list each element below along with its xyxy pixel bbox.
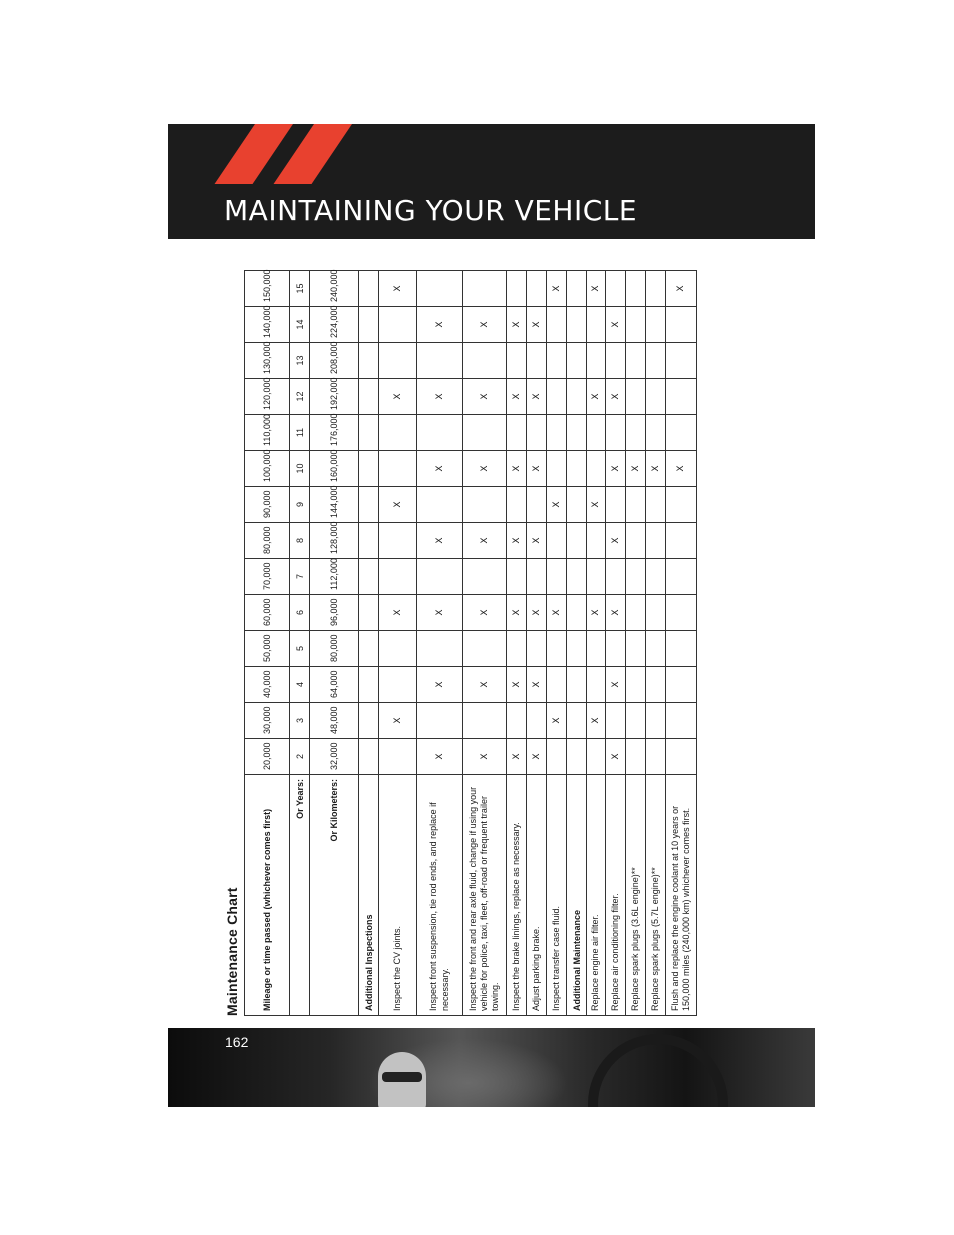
mile-cell: 110,000	[245, 415, 290, 451]
year-cell: 2	[290, 739, 310, 775]
mark-cell: X	[463, 523, 507, 559]
task-label: Inspect the front and rear axle fluid, change if using your vehicle for police, taxi, fleet, off-road or frequent trailer towing.	[463, 775, 507, 1016]
page-number: 162	[225, 1034, 249, 1050]
table-row	[606, 271, 626, 1016]
footer-photo	[168, 1028, 815, 1107]
table-row	[666, 271, 697, 1016]
km-cell: 80,000	[310, 631, 359, 667]
mark-cell: X	[463, 307, 507, 343]
year-cell: 3	[290, 703, 310, 739]
mark-cell	[606, 415, 626, 451]
mark-cell	[507, 271, 527, 307]
mark-cell	[666, 379, 697, 415]
mark-cell	[646, 703, 666, 739]
empty-cell	[359, 667, 379, 703]
mark-cell	[587, 631, 606, 667]
mark-cell	[527, 271, 547, 307]
maintenance-table	[244, 270, 697, 1016]
mark-cell	[587, 523, 606, 559]
km-cell: 48,000	[310, 703, 359, 739]
mark-cell: X	[463, 451, 507, 487]
mark-cell: X	[463, 739, 507, 775]
empty-cell	[567, 415, 587, 451]
mile-cell: 80,000	[245, 523, 290, 559]
empty-cell	[359, 451, 379, 487]
km-cell: 224,000	[310, 307, 359, 343]
mark-cell: X	[547, 487, 567, 523]
mark-cell: X	[417, 523, 463, 559]
empty-cell	[567, 307, 587, 343]
mark-cell	[463, 559, 507, 595]
mark-cell: X	[587, 703, 606, 739]
mark-cell: X	[606, 379, 626, 415]
mark-cell	[463, 271, 507, 307]
page-title: MAINTAINING YOUR VEHICLE	[224, 194, 638, 227]
mark-cell: X	[527, 451, 547, 487]
mark-cell: X	[606, 667, 626, 703]
mark-cell	[507, 343, 527, 379]
mark-cell	[606, 343, 626, 379]
mark-cell	[417, 559, 463, 595]
empty-cell	[567, 523, 587, 559]
mile-cell: 130,000	[245, 343, 290, 379]
mark-cell	[527, 487, 547, 523]
mark-cell	[626, 307, 646, 343]
mark-cell	[666, 559, 697, 595]
mark-cell: X	[507, 739, 527, 775]
empty-cell	[359, 523, 379, 559]
mark-cell	[547, 307, 567, 343]
empty-cell	[567, 703, 587, 739]
km-cell: 96,000	[310, 595, 359, 631]
mark-cell	[547, 667, 567, 703]
mark-cell	[463, 703, 507, 739]
section-title: Additional Maintenance	[567, 775, 587, 1016]
mark-cell	[417, 415, 463, 451]
table-row	[626, 271, 646, 1016]
empty-cell	[359, 631, 379, 667]
year-cell: 7	[290, 559, 310, 595]
mark-cell	[626, 703, 646, 739]
mile-cell: 100,000	[245, 451, 290, 487]
mark-cell	[587, 559, 606, 595]
mark-cell	[507, 487, 527, 523]
mark-cell	[527, 343, 547, 379]
mark-cell	[507, 703, 527, 739]
mark-cell	[547, 559, 567, 595]
km-cell: 208,000	[310, 343, 359, 379]
mark-cell: X	[547, 271, 567, 307]
mark-cell	[646, 343, 666, 379]
mark-cell	[646, 487, 666, 523]
year-cell: 13	[290, 343, 310, 379]
km-cell: 64,000	[310, 667, 359, 703]
mark-cell: X	[463, 379, 507, 415]
mark-cell	[587, 451, 606, 487]
task-label: Adjust parking brake.	[527, 775, 547, 1016]
year-cell: 8	[290, 523, 310, 559]
empty-cell	[359, 739, 379, 775]
mark-cell	[606, 487, 626, 523]
mark-cell	[587, 307, 606, 343]
mark-cell: X	[417, 595, 463, 631]
mark-cell: X	[606, 451, 626, 487]
mark-cell	[666, 667, 697, 703]
mark-cell: X	[507, 667, 527, 703]
mark-cell	[527, 559, 547, 595]
steering-wheel-icon	[588, 1034, 728, 1107]
mark-cell: X	[417, 667, 463, 703]
mile-cell: 60,000	[245, 595, 290, 631]
mark-cell: X	[507, 379, 527, 415]
mark-cell	[587, 667, 606, 703]
empty-cell	[359, 559, 379, 595]
mark-cell	[547, 379, 567, 415]
mark-cell: X	[417, 451, 463, 487]
mark-cell	[666, 487, 697, 523]
km-cell: 176,000	[310, 415, 359, 451]
mark-cell	[626, 667, 646, 703]
mark-cell	[606, 631, 626, 667]
mark-cell: X	[587, 595, 606, 631]
header-row-km	[310, 271, 359, 1016]
year-cell: 10	[290, 451, 310, 487]
empty-cell	[567, 667, 587, 703]
mark-cell	[646, 559, 666, 595]
empty-cell	[567, 271, 587, 307]
mark-cell: X	[379, 379, 417, 415]
mark-cell	[626, 487, 646, 523]
mark-cell	[626, 631, 646, 667]
mark-cell: X	[606, 739, 626, 775]
mark-cell: X	[527, 379, 547, 415]
mark-cell	[646, 271, 666, 307]
mark-cell	[646, 523, 666, 559]
mark-cell	[379, 739, 417, 775]
mark-cell: X	[666, 451, 697, 487]
mark-cell: X	[507, 451, 527, 487]
task-label: Inspect the CV joints.	[379, 775, 417, 1016]
mark-cell	[547, 343, 567, 379]
mark-cell	[626, 415, 646, 451]
mile-cell: 20,000	[245, 739, 290, 775]
km-cell: 32,000	[310, 739, 359, 775]
year-cell: 4	[290, 667, 310, 703]
mark-cell	[646, 631, 666, 667]
mark-cell	[646, 667, 666, 703]
mile-cell: 90,000	[245, 487, 290, 523]
year-cell: 15	[290, 271, 310, 307]
section-title: Additional Inspections	[359, 775, 379, 1016]
mark-cell: X	[587, 271, 606, 307]
mark-cell: X	[417, 739, 463, 775]
table-row	[527, 271, 547, 1016]
empty-cell	[567, 451, 587, 487]
mark-cell	[666, 631, 697, 667]
empty-cell	[359, 379, 379, 415]
year-cell: 12	[290, 379, 310, 415]
mileage-header: Mileage or time passed (whichever comes first)	[245, 775, 290, 1016]
mark-cell	[666, 343, 697, 379]
mark-cell: X	[417, 307, 463, 343]
mark-cell: X	[379, 595, 417, 631]
mark-cell: X	[646, 451, 666, 487]
empty-cell	[567, 559, 587, 595]
year-cell: 11	[290, 415, 310, 451]
km-cell: 128,000	[310, 523, 359, 559]
mark-cell	[379, 523, 417, 559]
page-header	[168, 124, 815, 239]
mark-cell	[547, 451, 567, 487]
empty-cell	[567, 739, 587, 775]
mark-cell	[646, 595, 666, 631]
mark-cell: X	[379, 703, 417, 739]
mile-cell: 40,000	[245, 667, 290, 703]
mark-cell	[507, 559, 527, 595]
mark-cell	[379, 451, 417, 487]
mark-cell	[417, 631, 463, 667]
mark-cell	[547, 523, 567, 559]
year-cell: 6	[290, 595, 310, 631]
mark-cell	[547, 631, 567, 667]
empty-cell	[359, 271, 379, 307]
empty-cell	[567, 487, 587, 523]
km-header: Or Kilometers:	[310, 775, 359, 1016]
mark-cell	[507, 631, 527, 667]
header-row-years	[290, 271, 310, 1016]
task-label: Inspect transfer case fluid.	[547, 775, 567, 1016]
table-row	[417, 271, 463, 1016]
mark-cell	[379, 667, 417, 703]
task-label: Replace spark plugs (5.7L engine)**	[646, 775, 666, 1016]
mark-cell: X	[507, 523, 527, 559]
task-label: Inspect front suspension, tie rod ends, and replace if necessary.	[417, 775, 463, 1016]
km-cell: 112,000	[310, 559, 359, 595]
mark-cell: X	[463, 595, 507, 631]
mark-cell: X	[547, 595, 567, 631]
mark-cell	[626, 379, 646, 415]
empty-cell	[359, 487, 379, 523]
mark-cell	[463, 487, 507, 523]
mark-cell	[666, 415, 697, 451]
mark-cell	[646, 307, 666, 343]
empty-cell	[359, 703, 379, 739]
maintenance-chart	[224, 269, 691, 1016]
mark-cell	[626, 739, 646, 775]
mark-cell: X	[606, 523, 626, 559]
mark-cell: X	[606, 307, 626, 343]
mark-cell	[379, 307, 417, 343]
mark-cell	[626, 559, 646, 595]
mark-cell: X	[527, 595, 547, 631]
section-row	[567, 271, 587, 1016]
mark-cell: X	[547, 703, 567, 739]
mark-cell	[527, 415, 547, 451]
table-row	[547, 271, 567, 1016]
mark-cell	[626, 343, 646, 379]
mark-cell	[463, 631, 507, 667]
empty-cell	[359, 415, 379, 451]
mark-cell: X	[379, 271, 417, 307]
mark-cell	[666, 739, 697, 775]
mile-cell: 50,000	[245, 631, 290, 667]
mark-cell: X	[527, 739, 547, 775]
mark-cell	[587, 739, 606, 775]
mark-cell	[646, 379, 666, 415]
empty-cell	[359, 307, 379, 343]
year-cell: 14	[290, 307, 310, 343]
mark-cell	[547, 415, 567, 451]
mile-cell: 140,000	[245, 307, 290, 343]
task-label: Flush and replace the engine coolant at 10 years or 150,000 miles (240,000 km) whichever comes first.	[666, 775, 697, 1016]
table-row	[379, 271, 417, 1016]
mark-cell	[379, 559, 417, 595]
mark-cell	[379, 631, 417, 667]
km-cell: 144,000	[310, 487, 359, 523]
mark-cell	[507, 415, 527, 451]
mark-cell: X	[606, 595, 626, 631]
mark-cell	[666, 703, 697, 739]
empty-cell	[567, 343, 587, 379]
mark-cell: X	[417, 379, 463, 415]
mark-cell: X	[507, 307, 527, 343]
mark-cell	[463, 415, 507, 451]
empty-cell	[359, 343, 379, 379]
mark-cell	[587, 343, 606, 379]
table-row	[507, 271, 527, 1016]
mark-cell: X	[587, 487, 606, 523]
mark-cell	[417, 271, 463, 307]
km-cell: 192,000	[310, 379, 359, 415]
mile-cell: 30,000	[245, 703, 290, 739]
mark-cell: X	[587, 379, 606, 415]
mark-cell	[666, 307, 697, 343]
year-cell: 9	[290, 487, 310, 523]
mark-cell: X	[507, 595, 527, 631]
mark-cell	[417, 343, 463, 379]
task-label: Replace air conditioning filter.	[606, 775, 626, 1016]
mark-cell	[547, 739, 567, 775]
table-row	[587, 271, 606, 1016]
header-row-miles	[245, 271, 290, 1016]
table-row	[646, 271, 666, 1016]
mark-cell	[666, 595, 697, 631]
task-label: Inspect the brake linings, replace as necessary.	[507, 775, 527, 1016]
mark-cell: X	[463, 667, 507, 703]
mark-cell	[646, 739, 666, 775]
mark-cell: X	[626, 451, 646, 487]
task-label: Replace engine air filter.	[587, 775, 606, 1016]
mark-cell	[626, 595, 646, 631]
empty-cell	[567, 379, 587, 415]
mark-cell	[379, 343, 417, 379]
km-cell: 160,000	[310, 451, 359, 487]
mark-cell	[527, 631, 547, 667]
mark-cell	[463, 343, 507, 379]
table-row	[463, 271, 507, 1016]
mark-cell	[379, 415, 417, 451]
section-row	[359, 271, 379, 1016]
mark-cell: X	[666, 271, 697, 307]
year-cell: 5	[290, 631, 310, 667]
mile-cell: 120,000	[245, 379, 290, 415]
mile-cell: 150,000	[245, 271, 290, 307]
km-cell: 240,000	[310, 271, 359, 307]
mark-cell	[587, 415, 606, 451]
years-header: Or Years:	[290, 775, 310, 1016]
mark-cell: X	[379, 487, 417, 523]
mark-cell	[606, 703, 626, 739]
chart-title: Maintenance Chart	[224, 887, 240, 1016]
task-label: Replace spark plugs (3.6L engine)**	[626, 775, 646, 1016]
mark-cell: X	[527, 667, 547, 703]
mile-cell: 70,000	[245, 559, 290, 595]
mark-cell	[646, 415, 666, 451]
mark-cell: X	[527, 307, 547, 343]
sunglasses-shape	[382, 1072, 422, 1082]
mark-cell	[527, 703, 547, 739]
empty-cell	[567, 595, 587, 631]
mark-cell	[666, 523, 697, 559]
empty-cell	[567, 631, 587, 667]
mark-cell: X	[527, 523, 547, 559]
mark-cell	[417, 487, 463, 523]
mark-cell	[417, 703, 463, 739]
mark-cell	[606, 559, 626, 595]
mark-cell	[606, 271, 626, 307]
empty-cell	[359, 595, 379, 631]
mark-cell	[626, 523, 646, 559]
mark-cell	[626, 271, 646, 307]
